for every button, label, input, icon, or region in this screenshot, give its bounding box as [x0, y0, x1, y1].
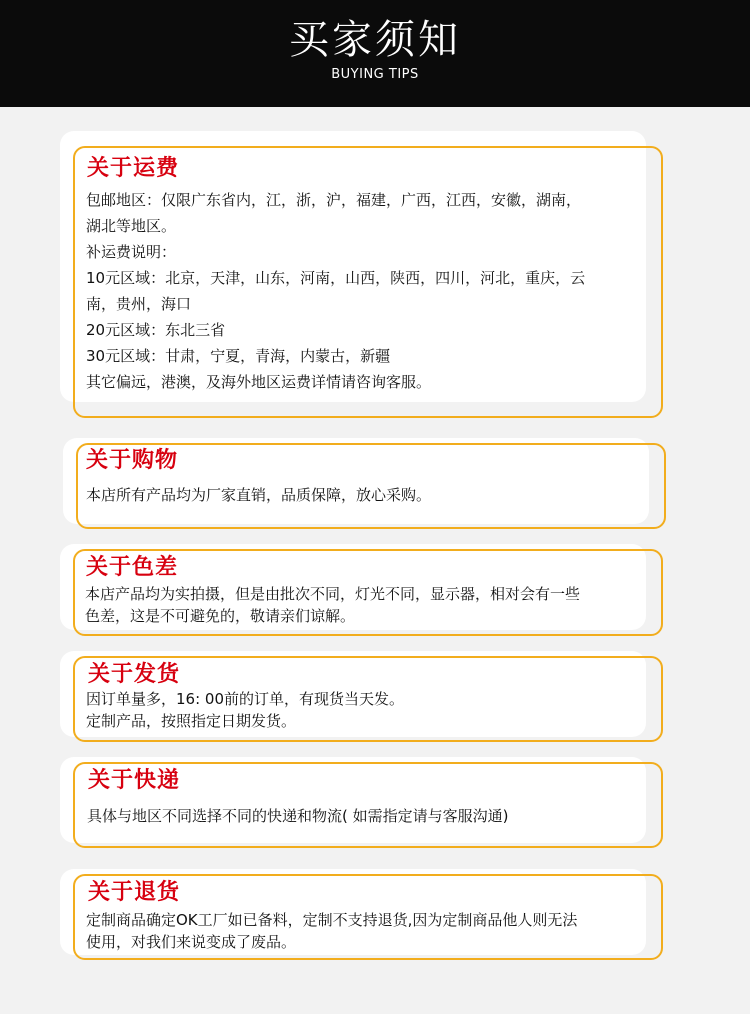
- body-line: 具体与地区不同选择不同的快递和物流( 如需指定请与客服沟通): [87, 807, 509, 825]
- body-line: 因订单量多，16: 00前的订单，有现货当天发。: [86, 690, 404, 708]
- body-line: 本店所有产品均为厂家直销，品质保障，放心采购。: [86, 486, 432, 504]
- body-line: 定制商品确定OK工厂如已备料，定制不支持退货,因为定制商品他人则无法: [86, 911, 578, 929]
- page-subtitle: BUYING TIPS: [331, 67, 419, 82]
- body-line: 使用，对我们来说变成了废品。: [86, 933, 297, 951]
- section-title: 关于购物: [86, 448, 179, 473]
- page-header: [0, 0, 750, 107]
- section-body: [87, 803, 508, 829]
- body-line: 色差，这是不可避免的，敬请亲们谅解。: [85, 607, 356, 625]
- section-title: 关于发货: [88, 662, 181, 687]
- body-line: 20元区域：东北三省: [86, 321, 226, 339]
- section-title: 关于运费: [87, 156, 180, 181]
- body-line: 包邮地区：仅限广东省内，江，浙，沪，福建，广西，江西，安徽，湖南，: [86, 191, 582, 209]
- section-title: 关于退货: [88, 880, 181, 905]
- section-title: 关于快递: [88, 768, 181, 793]
- body-line: 南，贵州，海口: [86, 295, 192, 313]
- body-line: 本店产品均为实拍摄，但是由批次不同，灯光不同，显示器，相对会有一些: [85, 585, 581, 603]
- body-line: 定制产品，按照指定日期发货。: [86, 712, 297, 730]
- body-line: 10元区域：北京，天津，山东，河南，山西，陕西，四川，河北，重庆，云: [86, 269, 586, 287]
- section-body: [85, 583, 580, 627]
- body-line: 补运费说明：: [86, 243, 177, 261]
- section-body: [86, 688, 404, 732]
- section-title: 关于色差: [86, 555, 179, 580]
- section-body: [86, 482, 431, 508]
- section-body: [86, 187, 585, 395]
- page-title: 买家须知: [289, 17, 461, 63]
- section-body: [86, 909, 577, 953]
- body-line: 30元区域：甘肃，宁夏，青海，内蒙古，新疆: [86, 347, 391, 365]
- body-line: 湖北等地区。: [86, 217, 177, 235]
- body-line: 其它偏远，港澳，及海外地区运费详情请咨询客服。: [86, 373, 432, 391]
